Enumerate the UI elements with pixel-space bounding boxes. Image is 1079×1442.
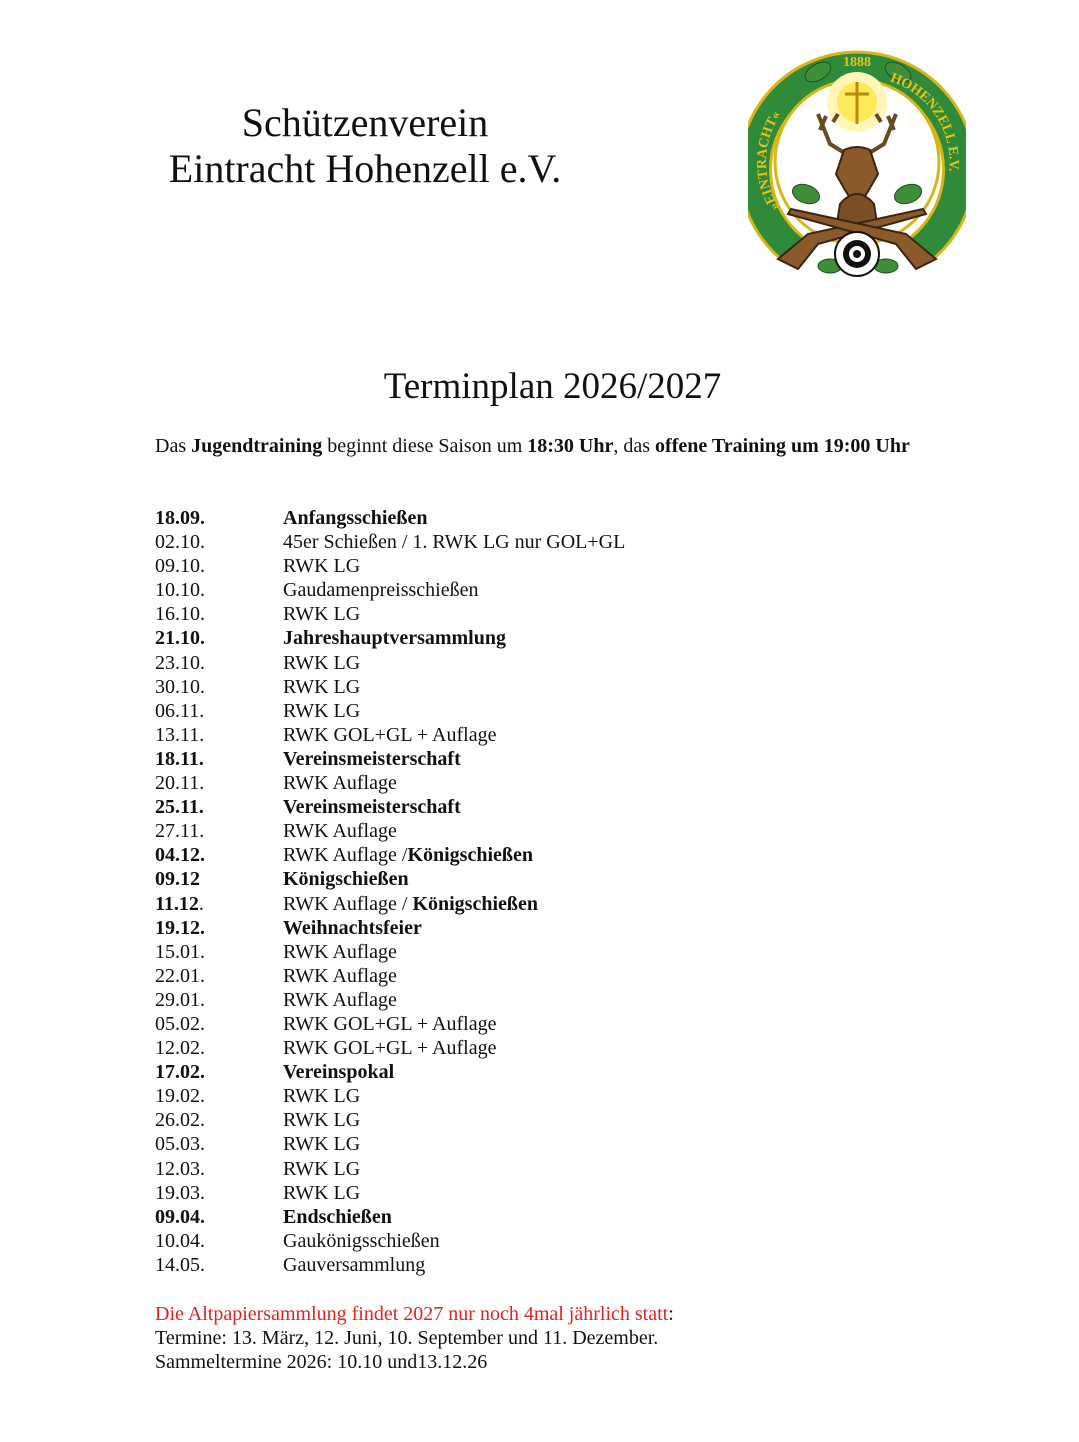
schedule-date: 10.04.: [155, 1229, 205, 1252]
collection-dates-2026: Sammeltermine 2026: 10.10 und13.12.26: [155, 1351, 488, 1373]
schedule-event: Gauversammlung: [283, 1253, 426, 1276]
schedule-date: 19.12.: [155, 916, 205, 939]
schedule-row: [155, 988, 955, 1012]
schedule-list: [155, 506, 955, 1277]
schedule-event: RWK LG: [283, 1157, 361, 1180]
schedule-row: [155, 964, 955, 988]
schedule-date: 21.10.: [155, 627, 205, 650]
schedule-row: [155, 892, 955, 916]
schedule-row: [155, 1108, 955, 1132]
footer-notice: [155, 1302, 955, 1374]
schedule-date: 09.12: [155, 868, 200, 891]
schedule-event: RWK GOL+GL + Auflage: [283, 1037, 497, 1060]
schedule-event: Weihnachtsfeier: [283, 916, 422, 939]
schedule-row: [155, 916, 955, 940]
schedule-date: 13.11.: [155, 723, 205, 746]
logo-year: 1888: [843, 55, 871, 70]
schedule-date: 05.03.: [155, 1133, 205, 1156]
schedule-row: [155, 1060, 955, 1084]
schedule-date: 18.11.: [155, 747, 204, 770]
logo-left-text: »EINTRACHT«: [755, 108, 785, 214]
schedule-row: [155, 602, 955, 626]
schedule-event: RWK Auflage: [283, 988, 397, 1011]
schedule-event: RWK LG: [283, 1181, 361, 1204]
schedule-event: RWK Auflage: [283, 772, 397, 795]
schedule-row: [155, 843, 955, 867]
schedule-event: RWK LG: [283, 1085, 361, 1108]
schedule-event: RWK LG: [283, 651, 361, 674]
schedule-date: 12.02.: [155, 1037, 205, 1060]
schedule-row: [155, 1012, 955, 1036]
plan-title: Terminplan 2026/2027: [383, 366, 722, 407]
schedule-date: 09.04.: [155, 1205, 205, 1228]
schedule-row: [155, 1084, 955, 1108]
schedule-date: 06.11.: [155, 699, 205, 722]
target-icon: [835, 232, 879, 276]
schedule-event: Endschießen: [283, 1205, 392, 1228]
schedule-date: 15.01.: [155, 940, 205, 963]
schedule-row: [155, 1205, 955, 1229]
schedule-date: 04.12.: [155, 844, 205, 867]
schedule-event: RWK GOL+GL + Auflage: [283, 723, 497, 746]
schedule-date: 18.09.: [155, 507, 205, 529]
schedule-date: 19.03.: [155, 1181, 205, 1204]
schedule-date: 14.05.: [155, 1253, 205, 1276]
schedule-row: [155, 747, 955, 771]
schedule-event: Gaudamenpreisschießen: [283, 579, 479, 602]
club-title: [100, 100, 630, 192]
schedule-date: 26.02.: [155, 1109, 205, 1132]
schedule-date: 12.03.: [155, 1157, 205, 1180]
schedule-event: RWK LG: [283, 1109, 361, 1132]
schedule-event: RWK Auflage: [283, 820, 397, 843]
schedule-row: [155, 578, 955, 602]
schedule-date: 27.11.: [155, 820, 205, 843]
schedule-date: 09.10.: [155, 555, 205, 578]
schedule-row: [155, 795, 955, 819]
notice-colon: :: [668, 1303, 674, 1325]
intro-text-1: Das: [155, 435, 192, 457]
schedule-event: 45er Schießen / 1. RWK LG nur GOL+GL: [283, 531, 626, 554]
schedule-row: [155, 771, 955, 795]
club-name-line2: Eintracht Hohenzell e.V.: [168, 146, 562, 191]
schedule-date: 22.01.: [155, 964, 205, 987]
schedule-row: [155, 819, 955, 843]
schedule-row: [155, 530, 955, 554]
schedule-row: [155, 651, 955, 675]
schedule-row: [155, 1253, 955, 1277]
paper-collection-notice-red: Die Altpapiersammlung findet 2027 nur noch 4mal jährlich statt: [155, 1303, 669, 1325]
schedule-event: Königschießen: [283, 868, 409, 891]
schedule-row: [155, 723, 955, 747]
schedule-row: [155, 506, 955, 530]
schedule-row: [155, 867, 955, 891]
intro-open-training: offene Training um 19:00 Uhr: [655, 435, 910, 457]
schedule-event: Gaukönigsschießen: [283, 1229, 440, 1252]
paper-collection-notice: [155, 1302, 955, 1326]
schedule-date: 29.01.: [155, 988, 205, 1011]
schedule-row: [155, 626, 955, 650]
schedule-date: 17.02.: [155, 1061, 205, 1084]
schedule-event: RWK Auflage: [283, 940, 397, 963]
logo-right-text: HOHENZELL E.V.: [888, 70, 961, 173]
club-name-line1: Schützenverein: [241, 100, 489, 145]
schedule-row: [155, 1132, 955, 1156]
schedule-event: RWK Auflage / Königschießen: [283, 892, 539, 915]
schedule-date: 25.11.: [155, 796, 204, 819]
schedule-date: 19.02.: [155, 1085, 205, 1108]
schedule-date: 05.02.: [155, 1012, 205, 1035]
club-logo: [748, 44, 966, 284]
schedule-event: RWK GOL+GL + Auflage: [283, 1012, 497, 1035]
schedule-row: [155, 675, 955, 699]
training-intro: [155, 434, 955, 458]
schedule-event: RWK LG: [283, 603, 361, 626]
schedule-event: Jahreshauptversammlung: [283, 627, 506, 650]
schedule-event: Vereinspokal: [283, 1061, 395, 1084]
schedule-row: [155, 699, 955, 723]
schedule-row: [155, 1229, 955, 1253]
schedule-date: 23.10.: [155, 651, 205, 674]
schedule-event: RWK Auflage: [283, 964, 397, 987]
schedule-event: RWK Auflage /Königschießen: [283, 844, 534, 867]
schedule-date: 02.10.: [155, 531, 205, 554]
schedule-event: RWK LG: [283, 555, 361, 578]
schedule-event: RWK LG: [283, 699, 361, 722]
schedule-date: 30.10.: [155, 675, 205, 698]
schedule-event: Vereinsmeisterschaft: [283, 747, 461, 770]
schedule-row: [155, 1036, 955, 1060]
schedule-event: RWK LG: [283, 675, 361, 698]
schedule-row: [155, 940, 955, 964]
intro-youth-training: Jugendtraining: [191, 435, 323, 457]
schedule-row: [155, 1157, 955, 1181]
schedule-date: 20.11.: [155, 772, 205, 795]
schedule-event: Anfangsschießen: [283, 507, 428, 529]
schedule-row: [155, 1181, 955, 1205]
schedule-date: 11.12.: [155, 892, 204, 915]
schedule-row: [155, 554, 955, 578]
schedule-date: 10.10.: [155, 579, 205, 602]
intro-text-2: beginnt diese Saison um: [322, 435, 528, 457]
schedule-event: Vereinsmeisterschaft: [283, 796, 461, 819]
intro-text-3: , das: [613, 435, 656, 457]
collection-dates: Termine: 13. März, 12. Juni, 10. September und 11. Dezember.: [155, 1327, 659, 1349]
intro-youth-time: 18:30 Uhr: [527, 435, 614, 457]
schedule-date: 16.10.: [155, 603, 205, 626]
schedule-event: RWK LG: [283, 1133, 361, 1156]
